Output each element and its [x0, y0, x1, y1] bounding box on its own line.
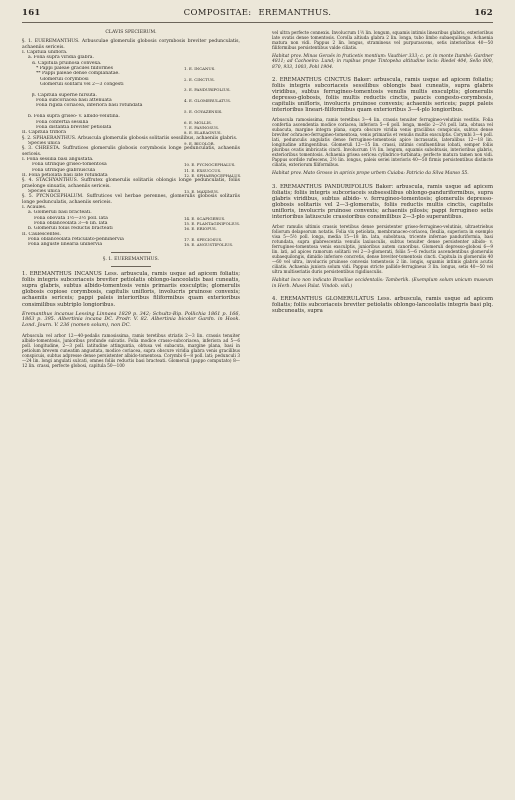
key-line: Folia oblanceolata reticulato-penninervia 17. E. SPECIOSUS. — [28, 237, 223, 243]
running-title-genus: EREMANTHUS. — [258, 8, 332, 18]
key-line: 5. E. GOYAZENSIS. — [184, 108, 223, 114]
key-line: I. Acaules. — [22, 205, 47, 210]
key-line: a. Folia supra viridia glabra. — [28, 55, 94, 61]
clavis-heading: CLAVIS SPECIERUM. — [105, 30, 157, 35]
key-line: Folia rigida coriacea, inferiora basi rotundata — [36, 103, 143, 109]
key-line: Glomeruli corymbosi 2. E. CINCTUS. — [40, 76, 215, 82]
key-line: Folia utrinque glabriuscula 11. E. EXSUCCUS. — [32, 167, 222, 173]
key-line: Species unica 9. E. BICOLOR. — [28, 140, 215, 146]
key-line: II. Caulescentes. — [22, 231, 61, 237]
running-head — [22, 8, 493, 23]
species-1-entry — [22, 271, 240, 308]
species-1-description-cont: vel ultra perfecte connexis. Involucrum 1½ lin. longum, squamis intimis linearibus glabris, exterioribus late ovatis dense tomentosis. Corolla altiuda glabra 2 lin. longa, tubo limbo subaequilongo. Achaenia matura non vidi. Pappus 2 lin. longus, stramineus vel purpurascens, setis interioribus 40—50 filiformibus persistentibus valde ciliatis. — [272, 30, 493, 50]
key-line: β. Capitula superne hirsuta. — [32, 92, 98, 98]
divider — [111, 266, 151, 267]
species-3-entry — [272, 184, 493, 221]
species-2-diagnosis: arbuscula, ramis usque ad apicem foliatis; foliis integris subcoriaceis sessilibus oblongis basi cuneatis, supra glabris viridibus, subtus ferrugineo-tomentosis venulis multis exsculptis; glomerulis depresso-globosis, foliis multis reductis cinctis, paucis congesto-corymbosis, capitulis unifloris, involucris pruinose convexis; achaeniis sericeis; pappi paleis interioribus lineari-filiformibus quam exterioribus 3—4-plo longioribus. — [272, 76, 494, 114]
species-3-diagnosis: arbuscula, ramis usque ad apicem foliatis; foliis integris subcoriaceis subsessilibus oblongo-panduriformibus, supra glabris viridibus, subtus albido- v. ferrugineo-tomentosis; glomerulis depresso-globosis solitariis vel 2—3-glomeratis, foliis reductis multis cinctis, capitulis unifloris, involucris pruinose convexis; achaeniis pilosis; pappi ferrugineo setis interioribus latiuscule crassioribus consimilibus 2—3-plo superantibus. — [272, 183, 493, 221]
left-column — [22, 30, 240, 368]
species-1-description: Arbuscula vel arbor 12—40-pedalis ramosissima, ramis teretibus striatis 2—3 lin. crassis tenuiter albido-tomentosis, junioribus profunde sulcatis. Folia modice crasso-subcoriacea, inferiora ad 5—6 poll. longitudine, 2—3 poll. latitudine attinguntia, obtusa vel subacuta, margine plana, basi in petiolum brevem cuneatim angustata, modice coriacea, supra obscure viridia glabra venis gracilibus conspicuis, subtus adpresse dense persistenter albido-tomentosa. Corymbi 6—8 poll. lati; pedunculi 3—24 lin. longi angulati sulcati, omnes foliis reductis basi bracteati. Glomeruli (pappo computato) 8—12 lin. crassi, perfecte globosi, capitula 50—100 — [22, 332, 240, 368]
divider — [111, 252, 151, 253]
key-line: II. Folia petiolata basi late rotundata 12. E. SPHAEROCEPHALUS. — [22, 172, 242, 178]
key-section-3 — [22, 157, 240, 178]
page-number-left: 161 — [22, 8, 41, 18]
key-line: Glomeruli solitarii vel 2—3 congesti — [40, 82, 124, 88]
species-1-habitat: Habitat prov. Minas Geraës in fruticetis montium: Vauthier 333; c. pr. in monte Itambé: Gardner 4811; ad Cachoeira: Lund; in rupibus prope Tintopeba altitudine locis: Riedel 404, Sello 800, 870, 933, 1003, Pohl 1904. — [272, 54, 493, 70]
running-title — [22, 8, 493, 18]
section-2-heading: §. 2. SPHAERANTHUS. Arbuscula glomerulis globosis solitariis sessilibus, achaeniis glabris. — [22, 135, 238, 141]
species-1-title: 1. EREMANTHUS INCANUS Less. — [22, 271, 119, 278]
key-line: Folia confertia sessilia 6. E. MOLLIS. — [36, 119, 212, 125]
species-3-description: Arbor ramulis ultimis crassis teretibus dense persistenter griseo-ferrugineo-velutinis, ultraetriebus foliorum delapsorum notatis. Folia vix petiolata, membranaceo-coriacea, flexilia, superiora in exemplo visa 5—5½ poll. longa, media 15—18 lin. lata, subobtusa, tricente infernae panduriformia, basi rotundata, supra glabrescentia venulis laxiusculis, subtus tenuiter dense persistenter albido- v. ferrugineo-tomentosa venis exsculptis, junioribus autem canoribus. Glomeruli depresso-globosi 6—9 lin. lati, ad apices ramorum solitarii vel 2—3-glomerati, foliis 5—6 reductis ascendentibus glomerulis subaequilongis, dimidio inferiore concretis, dense breviter-tomentosis cincti. Capitula in glomerulis 40—60 vel ultra, involucris pruinose convexis tomentosis 2 lin. longis, squamis intimis glabris acutis ciliatis. Achaenia juniora solum vidi. Pappus stricte pallido-ferrugineus 3 lin. longus, setis 40—50 vel ultra multiseriatis duris persistentibus rigidiusculis. — [272, 224, 493, 275]
key-line: b. Folia supra griseo- v. albido-velutina. — [28, 114, 120, 120]
right-column — [272, 30, 493, 314]
key-line: Folia anguste linearia uninervia 18. E. ANGUSTIFOLIUS. — [28, 242, 234, 248]
key-line: α. Capitula pruinosa convexa. — [32, 60, 102, 66]
section-3-heading: §. 3. CHRESTA. Suffrutices glomerulis globosis corymbosis longe pedunculatis, achaeniis sericeis. — [22, 146, 240, 157]
key-line: I. Folia sessilia basi angustata. — [22, 156, 94, 162]
key-line: Species unica 13. E. MAXIMUS. — [28, 188, 219, 194]
section-1-title: §. 1. EUEREMANTHUS. — [103, 256, 159, 262]
species-3-habitat: Habitat loco non indicato Brasiliae occidentalis: Tamberlik. (Exemplum solum unicum museum in Herb. Musei Palat. Vindob. vidi.) — [272, 278, 493, 289]
key-line: Folia distantia breviter petiolata 7. E. PANNOSUS. — [36, 124, 220, 130]
species-4-diagnosis: arbuscula, ramis usque ad apicem foliatis; foliis subcoriaceis breviter petiolatis oblongo-lanceolatis integris basi plq. subcuneatis, supra — [272, 295, 493, 315]
page-number-right: 162 — [474, 8, 493, 18]
species-4-title: 4. EREMANTHUS GLOMERULATUS Less. — [272, 295, 392, 302]
species-2-entry — [272, 77, 493, 114]
species-2-habitat: Habitat prov. Mato Grosso in apricis prope urbem Cuiaba: Patricio da Silva Manso 55. — [272, 171, 469, 177]
key-line: * Pappi paleae graciles filiformes 1. E. INCANUS. — [36, 66, 216, 72]
section-4-heading: §. 4. STACHYANTHUS. Suffrutex glomerulis solitariis oblongis longe pedunculatis, foliis praelonge sinuatis, achaeniis sericeis. — [22, 178, 240, 189]
key-line: 3. E. PANDURIFOLIUS. — [184, 87, 231, 93]
species-1-diagnosis: arbuscula, ramis usque ad apicem foliatis; foliis integris subcoriaceis breviter petiolatis oblongo-lanceolatis basi cuneatis, supra glabris, subtus albido-tomentosis venis primariis exsculptis; glomerulis globosis copiose corymbosis, capitulis unifloris, involucris pruinose convexis; achaeniis sericeis; pappi paleis interioribus filiformibus quam exterioribus consimilibus subtriplo longioribus. — [22, 271, 241, 308]
key-line: a. Glomeruli basi bracteati. — [28, 210, 92, 216]
key-line: Folia subcoriacea basi attenuata 4. E. GLOMERULATUS. — [36, 98, 231, 104]
species-1-synonymy: Eremanthus incanus Lessing Linnaea 1829 p. 342; Schultz-Bip. Pollichia 1861 p. 166, 1863 p. 395. Albertinia incana DC. Prodr. V. 82. Albertinia bicolor Gardn. in Hook. Lond. Journ. V. 236 (nomen solum), non DC. — [22, 310, 240, 329]
species-2-title: 2. EREMANTHUS CINCTUS Baker: — [272, 76, 372, 83]
key-line: I. Capitula uniflora. — [22, 50, 68, 56]
key-line: Folia oblanceolata 3—6 lin. lata 15. E. PLANTAGINIFOLIUS. — [34, 221, 240, 227]
running-title-main: COMPOSITAE: — [183, 8, 252, 18]
key-section-1 — [22, 50, 240, 136]
key-line: b. Glomeruli foliis reductis bracteati 16. E. ERIOPUS. — [28, 226, 217, 232]
section-1-heading: §. 1. EUEREMANTHUS. Arbusculae glomerulis globosis corymbosis breviter pedunculatis, achaeniis sericeis. — [22, 39, 240, 50]
key-section-5 — [22, 205, 240, 248]
species-3-title: 3. EREMANTHUS PANDURIFOLIUS Baker: — [272, 183, 394, 190]
key-line: II. Capitula triflora 8. E. ELAEAGNUS. — [22, 130, 222, 136]
section-5-heading: §. 5. PYCNOCEPHALUM. Suffrutices vel herbae perennes, glomerulis globosis solitariis longe pedunculatis, achaeniis sericeis. — [22, 194, 240, 205]
species-2-description: Arbuscula ramosissima, ramis teretibus 3—4 lin. crassis tenuiter ferrugineo-velutinis vestitis. Folia confertia ascendentia modice coriacea, inferiora 5—6 poll. longa, medio 2—2½ poll. lata, obtusa vel subacuta, margine integra plana, supra obscure viridia venis gracilibus conspicuis, subtus dense breviter ochraceo-ferrugineo-tomentosa, venis primariis et venulis multis exsculptis. Corymbi 3—4 poll. lati, pedunculis angulatis dense ferrugineo-tomentosis apice incrassatis, lateralibus 12—18 lin. longitudine attingentibus. Glomeruli 12—15 lin. crassi, intimis confluentibus lobati, semper foliis pluribus ovatis imbricatis cincti. Involucrum 1½ lin. longum, squamis subobtusis, interioribus glabris, exterioribus tomentosis. Achaenia grisea sericea cylindrico-turbinata; perfecte matura tamen non vidi. Pappus sordide rufescens, 2½ lin. longus, paleis seriei interioris 40—50 firmis persistentibus distincte ciliatis, exteriorum filiformibus. — [272, 117, 493, 168]
species-4-entry — [272, 296, 493, 314]
key-line: Folia obovata 1½—3½ poll. lata 14. E. SCAPIGERUS. — [34, 215, 226, 221]
key-line: ** Pappi paleae dense complanatae. — [36, 71, 120, 77]
key-line: Folia utrinque griseo-tomentosa 10. E. PYCNOCEPHALUS. — [32, 162, 236, 168]
